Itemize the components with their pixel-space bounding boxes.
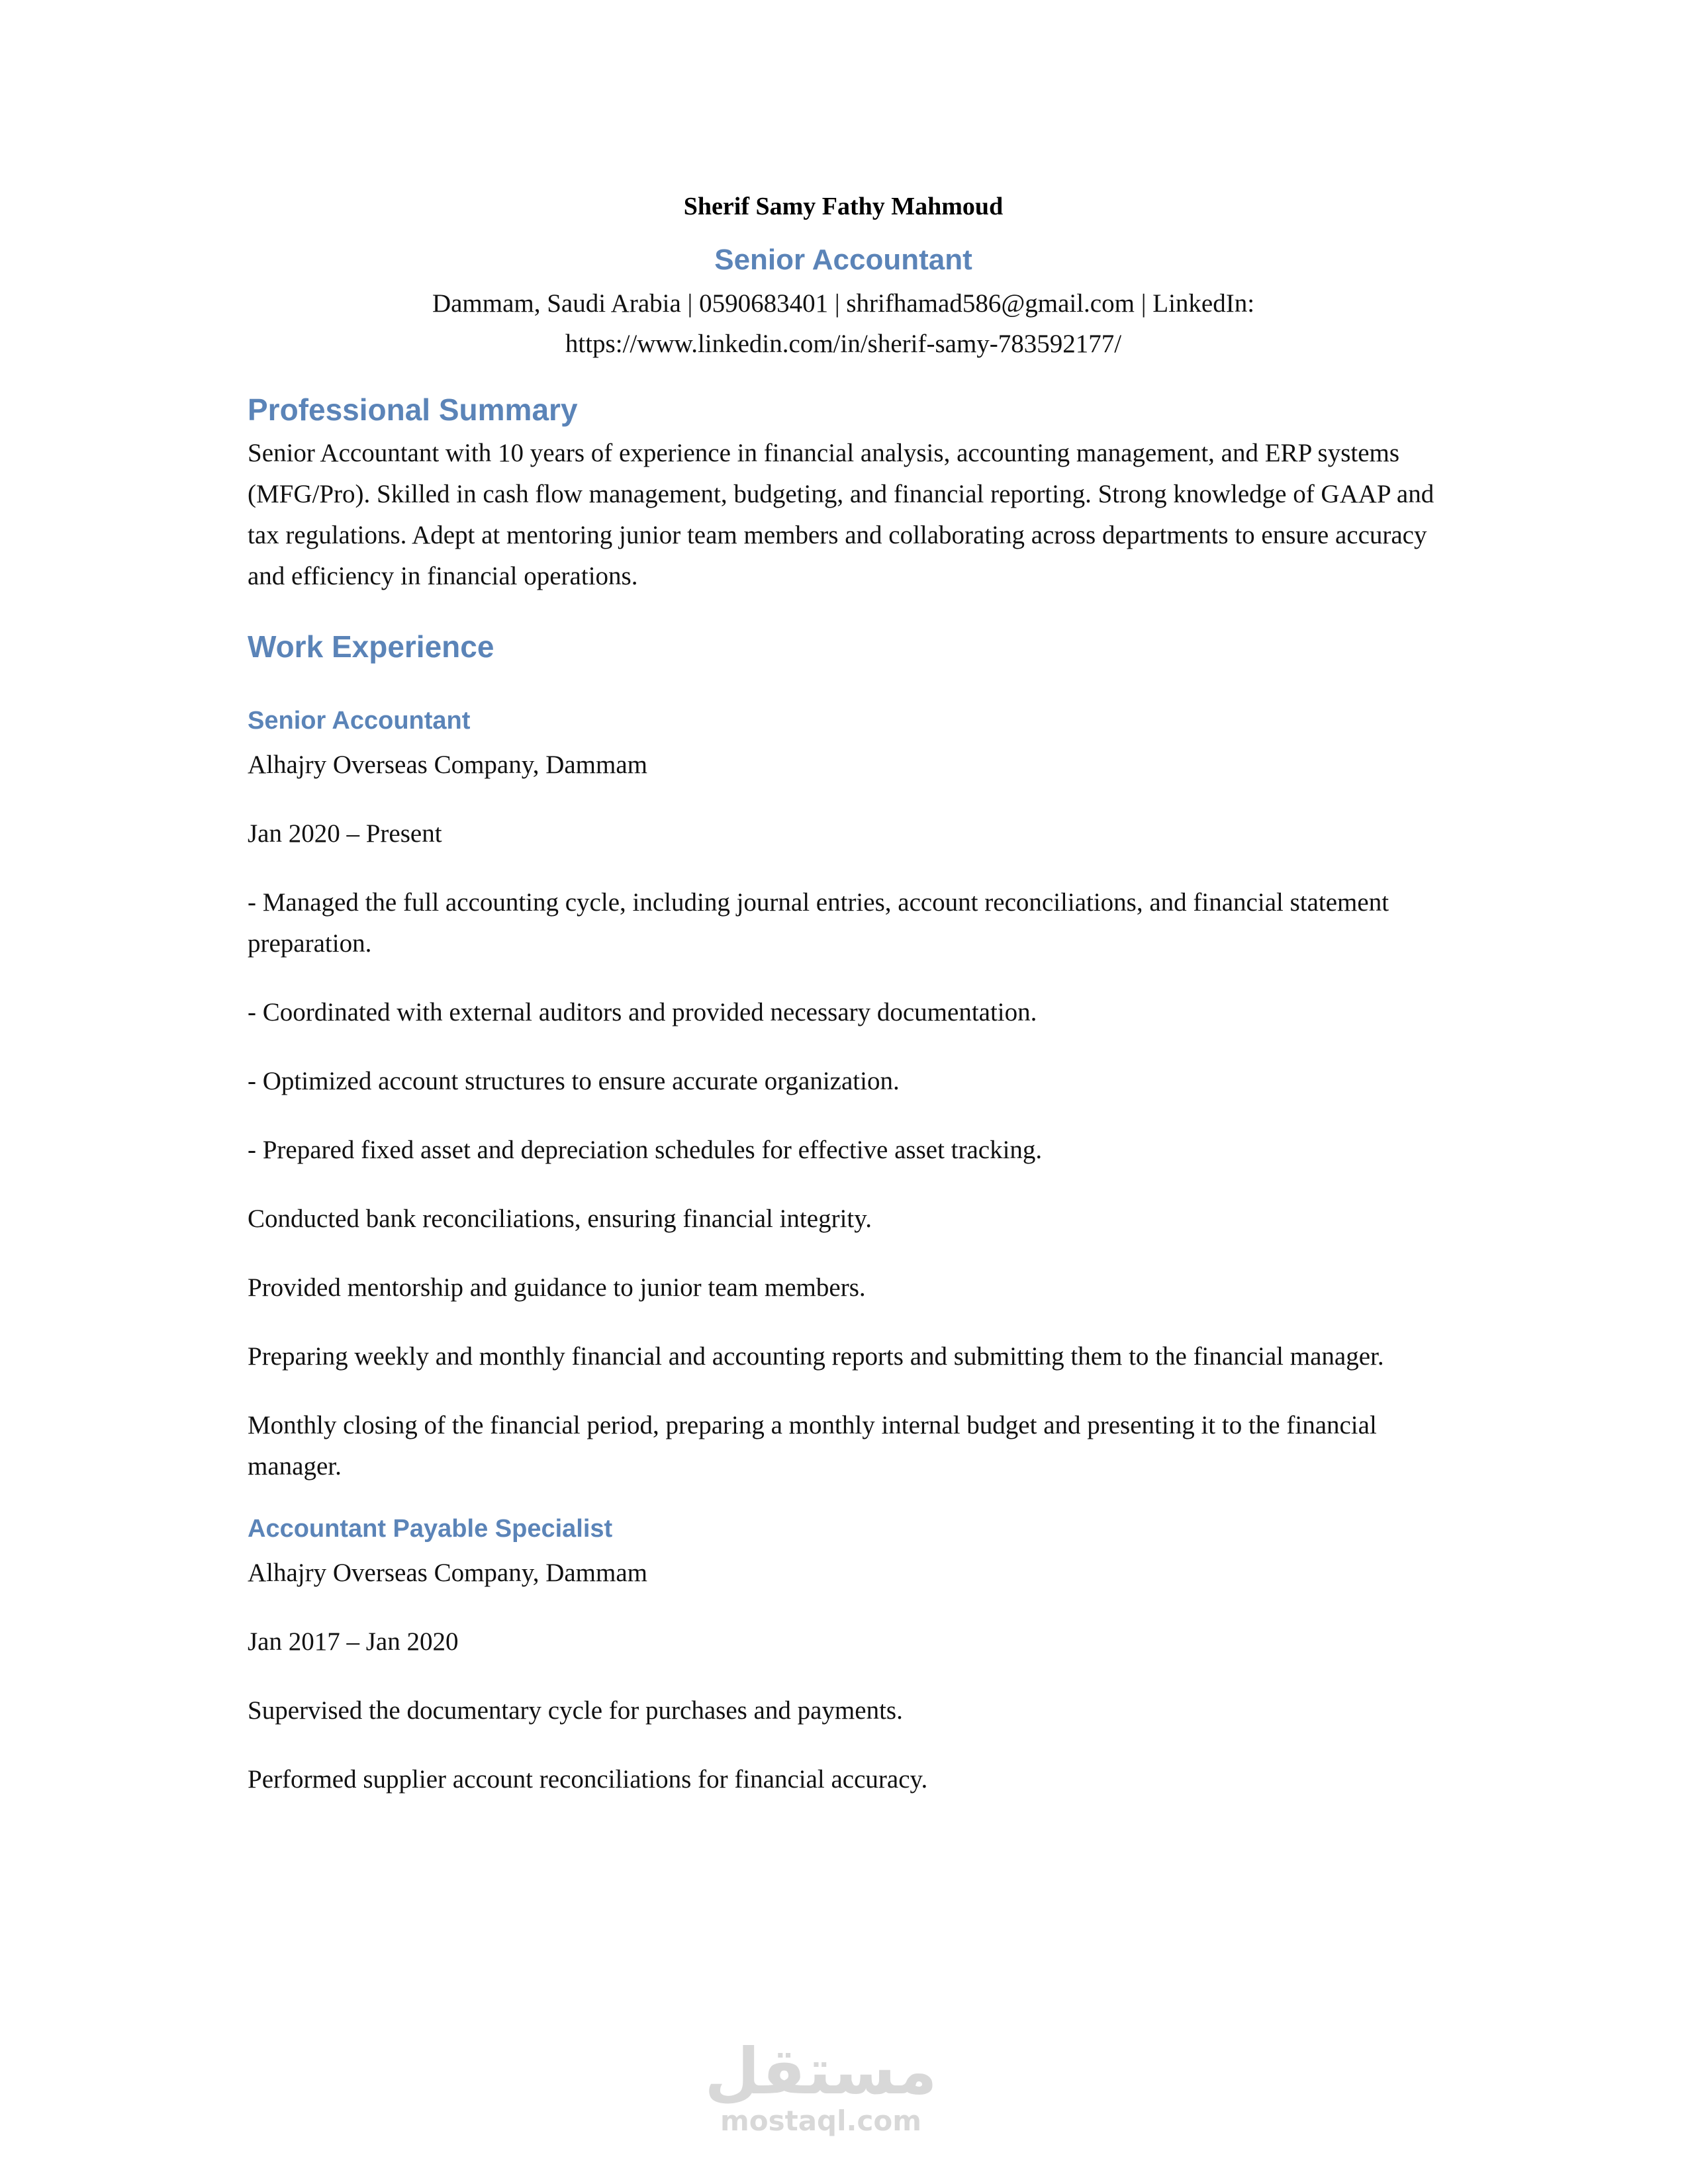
job-item: Supervised the documentary cycle for purchases and payments. — [248, 1696, 903, 1725]
job-item: - Coordinated with external auditors and provided necessary documentation. — [248, 998, 1037, 1026]
experience-heading: Work Experience — [248, 629, 494, 664]
watermark-site: mostaql.com — [720, 2105, 921, 2137]
job-role: Accountant Payable Specialist — [248, 1515, 613, 1543]
contact-info — [248, 283, 1439, 364]
job-item: Performed supplier account reconciliations for financial accuracy. — [248, 1765, 928, 1794]
contact-line-2: https://www.linkedin.com/in/sherif-samy-783592177/ — [565, 330, 1122, 358]
job-item: - Optimized account structures to ensure accurate organization. — [248, 1067, 900, 1095]
summary-text: Senior Accountant with 10 years of experience in financial analysis, accounting management, and ERP systems (MFG/Pro). Skilled in cash flow management, budgeting, and financial reporting. Strong knowledge of GAAP and tax regulations. Adept at mentoring junior team members and collaborating across departments to ensure accuracy and efficiency in financial operations. — [248, 439, 1434, 590]
candidate-title: Senior Accountant — [714, 244, 972, 276]
job-dates: Jan 2017 – Jan 2020 — [248, 1627, 459, 1656]
mostaql-watermark — [688, 2034, 953, 2138]
job-item: Provided mentorship and guidance to junior team members. — [248, 1273, 866, 1302]
job-role: Senior Accountant — [248, 707, 471, 735]
job-entry-1 — [248, 707, 1439, 1487]
job-item: Monthly closing of the financial period, preparing a monthly internal budget and presenting it to the financial manager. — [248, 1411, 1377, 1480]
summary-heading: Professional Summary — [248, 392, 578, 427]
job-item: Conducted bank reconciliations, ensuring financial integrity. — [248, 1205, 872, 1233]
job-item: - Prepared fixed asset and depreciation schedules for effective asset tracking. — [248, 1136, 1043, 1164]
job-company: Alhajry Overseas Company, Dammam — [248, 751, 647, 779]
job-item: Preparing weekly and monthly financial and accounting reports and submitting them to the financial manager. — [248, 1342, 1384, 1371]
job-company: Alhajry Overseas Company, Dammam — [248, 1559, 647, 1587]
resume-content — [248, 192, 1439, 1828]
job-dates: Jan 2020 – Present — [248, 819, 442, 848]
watermark-logo: مستقل — [704, 2034, 937, 2109]
job-item: - Managed the full accounting cycle, including journal entries, account reconciliations, and financial statement preparation. — [248, 888, 1389, 958]
job-entry-2 — [248, 1515, 1439, 1800]
contact-line-1: Dammam, Saudi Arabia | 0590683401 | shrifhamad586@gmail.com | LinkedIn: — [432, 289, 1255, 318]
candidate-name: Sherif Samy Fathy Mahmoud — [683, 193, 1004, 220]
